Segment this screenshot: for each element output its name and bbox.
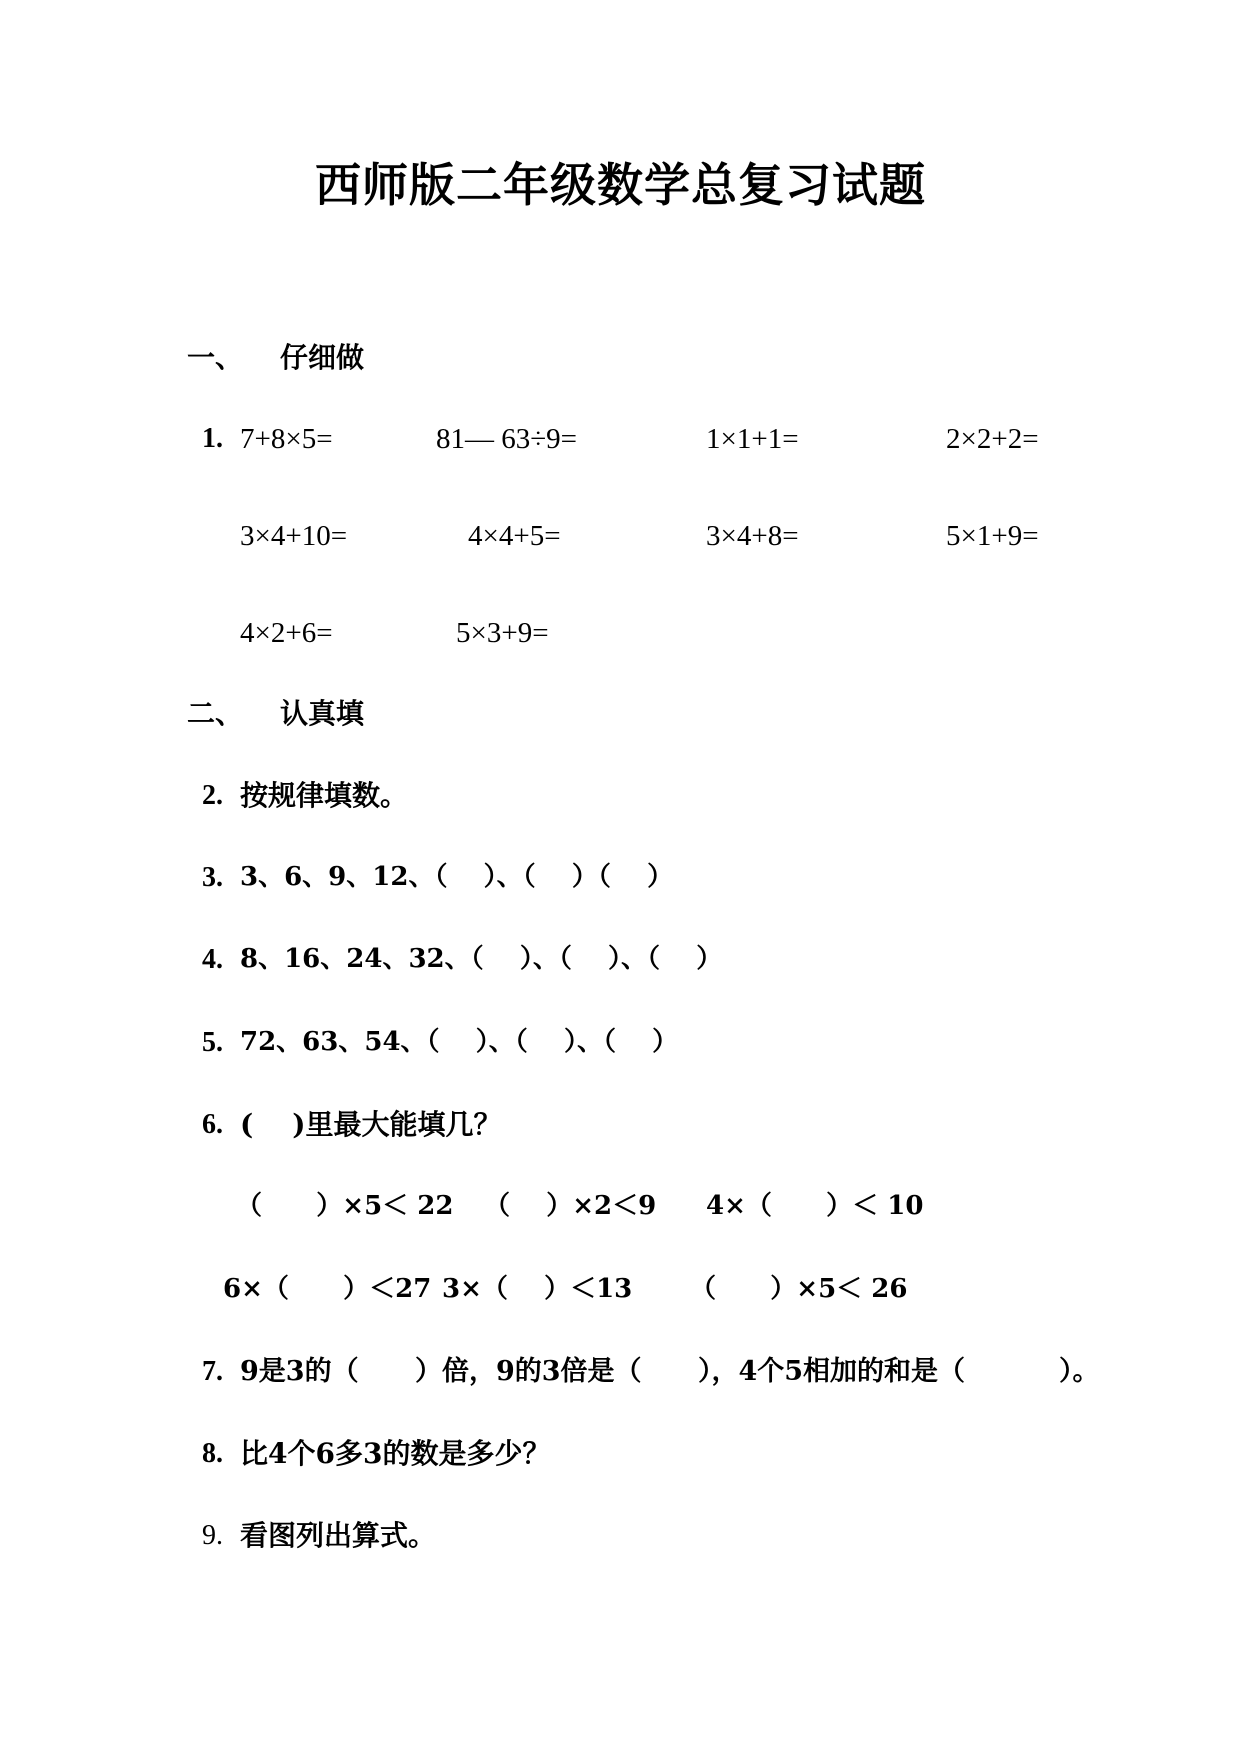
q1-expr-r1c2: 81— 63÷9= [436,423,578,455]
q5-text: 72、63、54、（ ）、（ ）、（ ） [240,1027,679,1057]
q1-expr-r1c3: 1×1+1= [706,423,799,455]
q6-inequality-r2c1: 6×（ ）＜27 [223,1274,432,1304]
q1-expr-r2c3: 3×4+8= [706,520,799,552]
q9-text: 看图列出算式。 [240,1519,437,1552]
section-2-index: 二、 [187,697,244,730]
q3-text: 3、6、9、12、（ ）、（ ）（ ） [240,862,674,892]
q1-expr-r2c1: 3×4+10= [240,520,348,552]
q2-text: 按规律填数。 [240,779,409,812]
q8-text: 比4个6多3的数是多少？ [240,1437,551,1470]
q5-number: 5. [202,1027,223,1058]
section-1-label: 仔细做 [280,341,365,374]
q1-expr-r2c2: 4×4+5= [468,520,561,552]
q4-text: 8、16、24、32、（ ）、（ ）、（ ） [240,944,723,974]
q1-expr-r2c4: 5×1+9= [946,520,1039,552]
q6-inequality-r1c3: 4×（ ）＜ 10 [706,1191,924,1221]
q1-expr-r3c2: 5×3+9= [456,617,549,649]
q8-number: 8. [202,1438,223,1469]
q7-number: 7. [202,1356,223,1387]
q7-text: 9是3的（ ）倍，9的3倍是（ ），4个5相加的和是（ ）。 [240,1356,1100,1387]
q4-number: 4. [202,944,223,975]
q1-number: 1. [202,423,223,454]
q6-inequality-r2c2: 3×（ ）＜13 [442,1274,633,1304]
section-2-label: 认真填 [280,697,365,730]
q1-expr-r3c1: 4×2+6= [240,617,333,649]
q1-expr-r1c1: 7+8×5= [240,423,333,455]
page-title: 西师版二年级数学总复习试题 [315,158,926,212]
q6-number: 6. [202,1109,223,1140]
q9-number: 9. [202,1520,223,1551]
q6-inequality-r2c3: （ ）×5＜ 26 [690,1274,908,1304]
q6-inequality-r1c2: （ ）×2＜9 [484,1191,657,1221]
q6-text: ( )里最大能填几？ [240,1108,502,1141]
q6-inequality-r1c1: （ ）×5＜ 22 [236,1191,454,1221]
q3-number: 3. [202,862,223,893]
q2-number: 2. [202,780,223,811]
section-1-index: 一、 [187,341,244,374]
q1-expr-r1c4: 2×2+2= [946,423,1039,455]
